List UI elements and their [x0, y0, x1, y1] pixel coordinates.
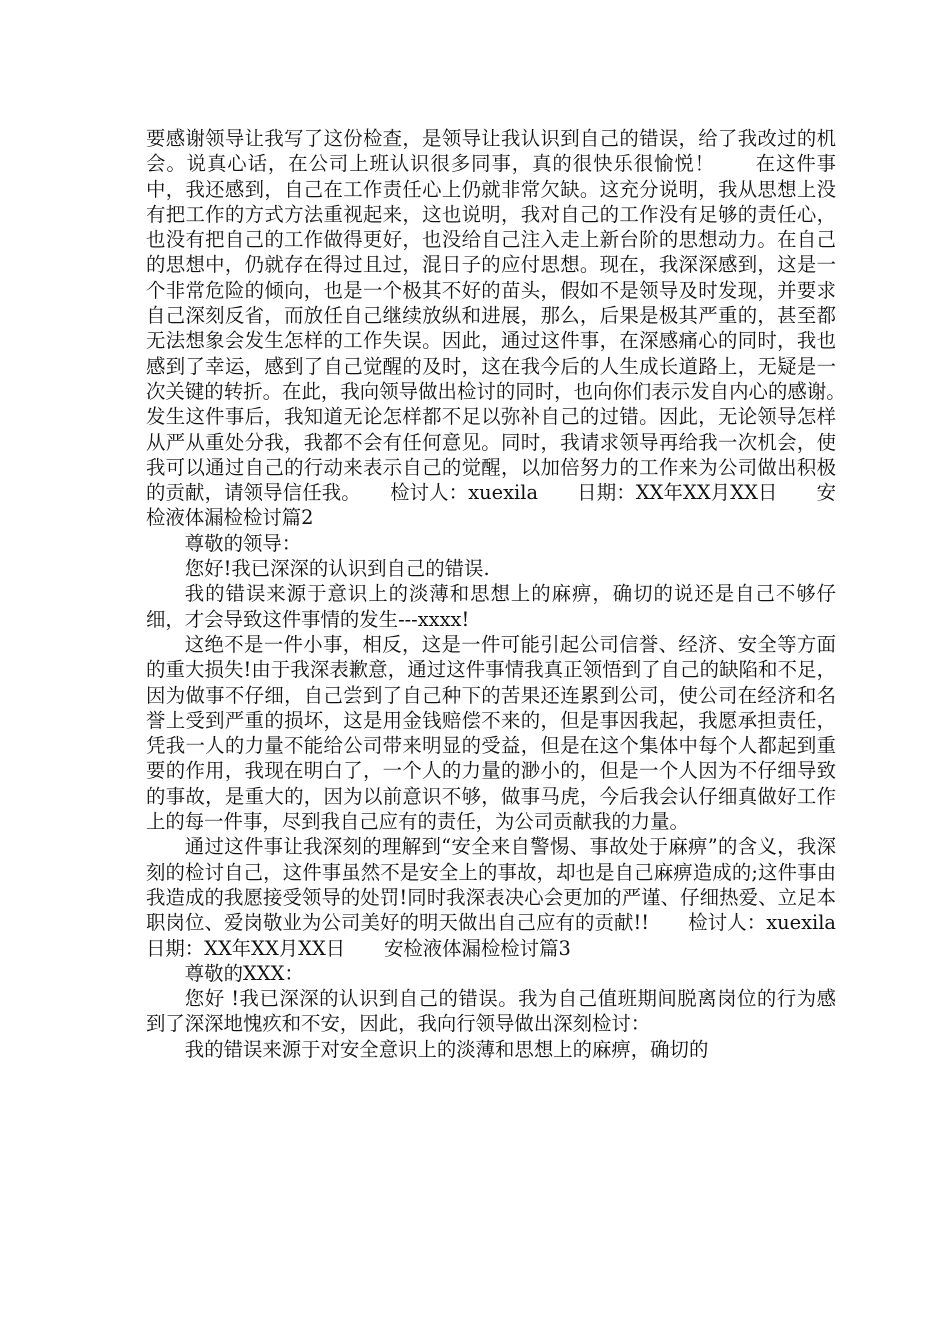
paragraph-1: 要感谢领导让我写了这份检查，是领导让我认识到自己的错误，给了我改过的机会。说真心话，在公司上班认识很多同事，真的很快乐很愉悦！ 在这件事中，我还感到，自己在工作责任心上仍就非常欠缺。这充分说明，我从思想上没有把工作的方式方法重视起来，这也说明，我对自己的工作没有足够的责任心，也没有把自己的工作做得更好，也没给自己注入走上新台阶的思想动力。在自己的思想中，仍就存在得过且过，混日子的应付思想。现在，我深深感到，这是一个非常危险的倾向，也是一个极其不好的苗头，假如不是领导及时发现，并要求自己深刻反省，而放任自己继续放纵和进展，那么，后果是极其严重的，甚至都无法想象会发生怎样的工作失误。因此，通过这件事，在深感痛心的同时，我也感到了幸运，感到了自己觉醒的及时，这在我今后的人生成长道路上，无疑是一次关键的转折。在此，我向领导做出检讨的同时，也向你们表示发自内心的感谢。 发生这件事后，我知道无论怎样都不足以弥补自己的过错。因此，无论领导怎样从严从重处分我，我都不会有任何意见。同时，我请求领导再给我一次机会，使我可以通过自己的行动来表示自己的觉醒，以加倍努力的工作来为公司做出积极的贡献，请领导信任我。 检讨人：xuexila 日期：XX年XX月XX日 安检液体漏检检讨篇2 — [146, 127, 875, 530]
document-page — [146, 126, 875, 1062]
paragraph-8-greeting: 您好 !我已深深的认识到自己的错误。我为自己值班期间脱离岗位的行为感到了深深地愧疚和不安，因此，我向行领导做出深刻检讨： — [146, 987, 836, 1036]
paragraph-5: 这绝不是一件小事，相反，这是一件可能引起公司信誉、经济、安全等方面的重大损失!由于我深表歉意，通过这件事情我真正领悟到了自己的缺陷和不足，因为做事不仔细，自己尝到了自己种下的苦果还连累到公司，使公司在经济和名誉上受到严重的损坏，这是用金钱赔偿不来的，但是事因我起，我愿承担责任，凭我一人的力量不能给公司带来明显的受益，但是在这个集体中每个人都起到重要的作用，我现在明白了，一个人的力量的渺小的，但是一个人因为不仔细导致的事故，是重大的，因为以前意识不够，做事马虎，今后我会认仔细真做好工作上的每一件事，尽到我自己应有的责任，为公司贡献我的力量。 — [146, 632, 836, 834]
paragraph-7-salutation: 尊敬的XXX： — [184, 961, 304, 985]
paragraph-2-salutation: 尊敬的领导： — [184, 531, 302, 555]
paragraph-9: 我的错误来源于对安全意识上的淡薄和思想上的麻痹，确切的 — [184, 1037, 709, 1061]
paragraph-3-greeting: 您好!我已深深的认识到自己的错误. — [184, 557, 490, 581]
paragraph-6: 通过这件事让我深刻的理解到“安全来自警惕、事故处于麻痹”的含义，我深刻的检讨自己，这件事虽然不是安全上的事故，却也是自己麻痹造成的;这件事由我造成的我愿接受领导的处罚!同时我深表决心会更加的严谨、仔细热爱、立足本职岗位、爱岗敬业为公司美好的明天做出自己应有的贡献!! 检讨人：xuexila 日期：XX年XX月XX日 安检液体漏检检讨篇3 — [146, 835, 875, 960]
paragraph-4: 我的错误来源于意识上的淡薄和思想上的麻痹，确切的说还是自己不够仔细，才会导致这件事情的发生---xxxx! — [146, 582, 836, 631]
